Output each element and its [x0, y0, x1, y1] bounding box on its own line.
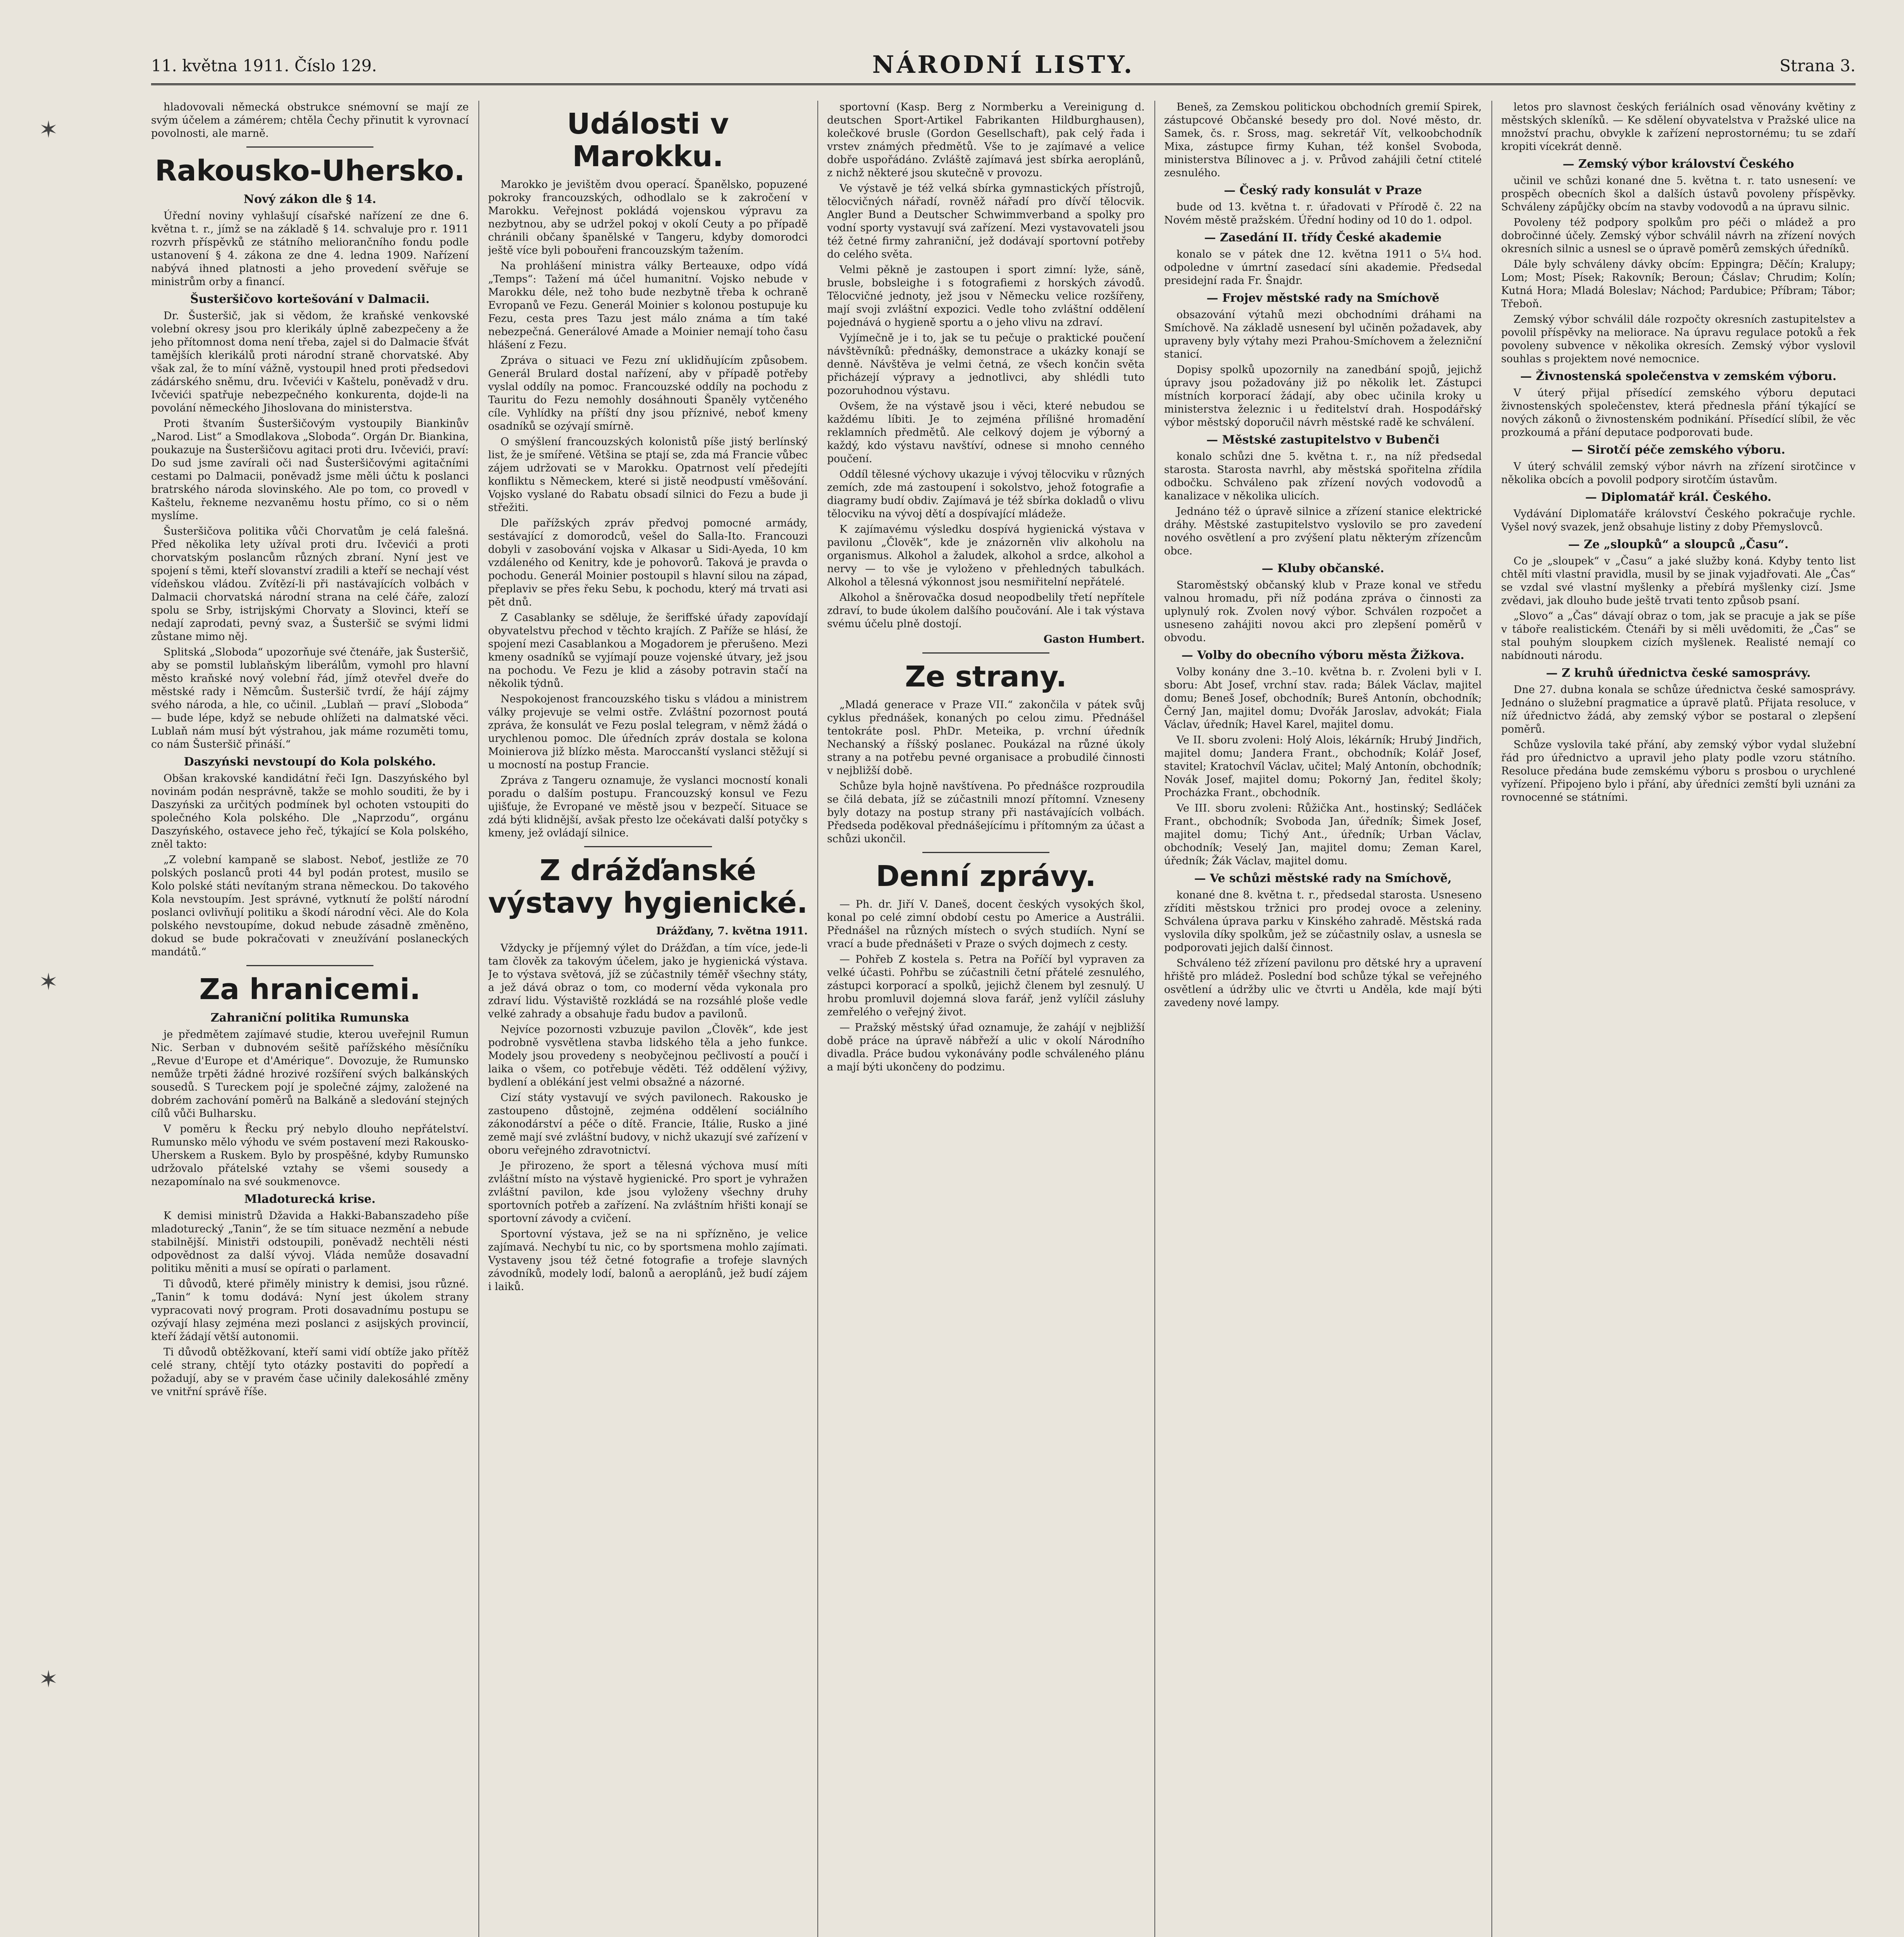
section-heading: Rakousko-Uhersko. — [155, 154, 465, 188]
paragraph: — Pohřeb Z kostela s. Petra na Poříčí byl vypraven za velké účasti. Pohřbu se zúčastnili četní přátelé zesnulého, zástupci korporací a spolků, jejichž členem byl zesnulý. U hrobu promluvil dojemná slova farář, jenž vylíčil zásluhy zemřelého o veřejný život. — [827, 953, 1145, 1018]
paragraph: „Z volební kampaně se slabost. Neboť, jestliže ze 70 polských poslanců proti 44 byl podán protest, musilo se Kolo polské státi nevítaným strana německou. Do takového Kola nevstoupím. Jest správné, vytknutí že polští národní poslanci ovlivňují politiku a škodí národní věci. Ale do Kola polského nevstoupíme, dokud nebude zásadně změněno, dokud se bude pokračovati v zneužívání poslaneckých mandátů.“ — [151, 854, 469, 958]
article-title: Daszyński nevstoupí do Kola polského. — [184, 755, 436, 769]
column-3 — [827, 101, 1145, 1937]
paragraph: Staroměstský občanský klub v Praze konal ve středu valnou hromadu, při níž podána zpráva o činnosti za uplynulý rok. Zvolen nový výbor. Schválen rozpočet a usneseno zahájiti novou akci pro zlepšení poměrů v obvodu. — [1164, 579, 1482, 644]
article-title: — Zemský výbor království Českého — [1562, 157, 1794, 171]
article-title: — Zasedání II. třídy České akademie — [1204, 231, 1442, 244]
paragraph: Vždycky je příjemný výlet do Drážďan, a tím více, jede-li tam člověk za takovým účelem, jako je hygienická výstava. Je to výstava světová, jíž se zúčastnily téměř všechny státy, a jež dává obraz o tom, co moderní věda vykonala pro zdraví lidu. Výstaviště rozkládá se na rozsáhlé ploše vedle velké zahrady a obsahuje řadu budov a pavilonů. — [488, 942, 808, 1020]
paragraph: Dne 27. dubna konala se schůze úřednictva české samosprávy. Jednáno o služební pragmatice a úpravě platů. Přijata resoluce, v níž úřednictvo žádá, aby zemský výbor se postaral o zlepšení poměrů. — [1501, 684, 1856, 735]
separator — [246, 146, 373, 148]
paragraph: Zpráva z Tangeru oznamuje, že vyslanci mocností konali poradu o dalším postupu. Francouzský konsul ve Fezu ujišťuje, že Evropané ve městě jsou v bezpečí. Situace se zdá býti klidnější, avšak přesto lze očekávati další potyčky s kmeny, jež ovládají silnice. — [488, 774, 808, 839]
paragraph: Velmi pěkně je zastoupen i sport zimní: lyže, sáně, brusle, bobsleighe i s fotografiemi z horských závodů. Tělocvičné jednoty, jež jsou v Německu velice rozšířeny, mají svoji zvláštní expozici. Vedle toho zvláštní oddělení pojednává o hygieně sportu a o jeho vlivu na zdraví. — [827, 264, 1145, 329]
article-title: — Ve schůzi městské rady na Smíchově, — [1194, 872, 1452, 885]
article-title: — Diplomatář král. Českého. — [1585, 490, 1772, 504]
paragraph: konalo schůzi dne 5. května t. r., na níž předsedal starosta. Starosta navrhl, aby městská spořitelna zřídila odbočku. Schváleno pak zřízení nových vodovodů a kanalizace v několika ulicích. — [1164, 451, 1482, 502]
paragraph: Sportovní výstava, jež se na ni spřízněno, je velice zajímavá. Nechybí tu nic, co by sportsmena mohlo zajímati. Vystaveny jsou též četné fotografie a trofeje slavných závodníků, modely lodí, balonů a aeroplánů, jež budí zájem i laiků. — [488, 1228, 808, 1293]
paragraph: K zajímavému výsledku dospívá hygienická výstava v pavilonu „Člověk“, kde je znázorněn vliv alkoholu na organismus. Alkohol a žaludek, alkohol a srdce, alkohol a nervy — to vše je vyloženo v přehledných tabulkách. Alkohol a tělesná výkonnost jsou nesmiřitelní nepřátelé. — [827, 523, 1145, 588]
section-heading: Denní zprávy. — [875, 860, 1096, 893]
paragraph: Ti důvodů obtěžkovaní, kteří sami vidí obtíže jako přítěž celé strany, chtějí tyto otázky postaviti do popředí a požadují, aby se v pravém čase učinily dalekosáhlé změny ve vnitřní správě říše. — [151, 1346, 469, 1398]
paragraph: sportovní (Kasp. Berg z Normberku a Vereinigung d. deutschen Sport-Artikel Fabrikanten Hildburghausen), kolečkové brusle (Gordon Gesellschaft), pak celý řada i vrstev známých předmětů. Vše to je zajímavé a velice dobře uspořádáno. Zvláště zajímavá jest sbírka aeroplánů, z nichž některé jsou skutečně v provozu. — [827, 101, 1145, 179]
article-title: — Frojev městské rady na Smíchově — [1206, 291, 1440, 305]
column-2 — [488, 101, 808, 1937]
paragraph: obsazování výtahů mezi obchodními dráhami na Smíchově. Na základě usnesení byl učiněn požadavek, aby upraveny byly výtahy mezi Prahou-Smíchovem a železniční stanicí. — [1164, 309, 1482, 360]
paragraph: Zemský výbor schválil dále rozpočty okresních zastupitelstev a povolil příspěvky na meliorace. Na úpravu regulace potoků a řek povoleny subvence v několika okresích. Zemský výbor vyslovil souhlas s projektem nové nemocnice. — [1501, 313, 1856, 365]
article-title: — Volby do obecního výboru města Žižkova. — [1181, 649, 1465, 662]
separator — [922, 852, 1049, 853]
paragraph: Dle pařížských zpráv předvoj pomocné armády, sestávající z domorodců, vešel do Salla-Ito. Francouzi dobyli v zasobování vojska v Alkasar u Sidi-Ayeda, 10 km vzdáleného od Kenitry, kde je pohovorů. Taková je pravda o pochodu. Generál Moinier postoupil s hlavní silou na západ, přeplaviv se přes řeku Sebu, k pochodu, který má trvati asi pět dnů. — [488, 517, 808, 608]
column-5 — [1501, 101, 1856, 1937]
section-heading: Z drážďanské výstavy hygienické. — [488, 854, 808, 920]
separator — [246, 965, 373, 966]
paragraph: Beneš, za Zemskou politickou obchodních gremií Spirek, zástupcové Občanské besedy pro dol. Nové město, dr. Samek, čs. r. Sross, mag. sekretář Vít, velkoobchodník Mixa, zástupce firmy Kuhan, též konšel Svoboda, ministerstva Bílinovec a j. v. Průvod zahájili četní ctitelé zesnulého. — [1164, 101, 1482, 179]
paragraph: Z Casablanky se sděluje, že šeriffské úřady zapovídají obyvatelstvu přechod v těchto krajích. Z Paříže se hlásí, že spojení mezi Casablankou a Mogadorem je přerušeno. Mezi kmeny osadníků se vyjímají pouze vojenské útvary, jež jsou na pochodu. Ve Fezu je klid a zásoby potravin stačí na několik týdnů. — [488, 612, 808, 690]
paragraph: bude od 13. května t. r. úřadovati v Přírodě č. 22 na Novém městě pražském. Úřední hodiny od 10 do 1. odpol. — [1164, 201, 1482, 226]
paragraph: Alkohol a šněrovačka dosud neopodbelily třetí nepřítele zdraví, to bude úkolem dalšího poučování. Ale i tak výstava svému účelu plně dostojí. — [827, 592, 1145, 630]
masthead: NÁRODNÍ LISTY. — [872, 50, 1135, 79]
paragraph: V úterý schválil zemský výbor návrh na zřízení sirotčince v několika obcích a povolil podpory sirotčím ústavům. — [1501, 461, 1856, 486]
paragraph: konané dne 8. května t. r., předsedal starosta. Usneseno zříditi městskou tržnici pro prodej ovoce a zeleniny. Schválena úprava parku v Kinského zahradě. Městská rada vyslovila díky spolkům, jež se zúčastnily oslav, a usnesla se podporovati jejich další činnost. — [1164, 889, 1482, 954]
paragraph: Schůze byla hojně navštívena. Po přednášce rozproudila se čilá debata, jíž se zúčastnili mnozí přítomní. Vzneseny byly dotazy na postup strany při nastávajících volbách. Předseda poděkoval přednášejícímu i přítomným za účast a schůzi ukončil. — [827, 780, 1145, 845]
paragraph: konalo se v pátek dne 12. května 1911 o 5¼ hod. odpoledne v úmrtní zasedací síni akademie. Předsedal presidejní rada Fr. Šnajdr. — [1164, 248, 1482, 287]
paragraph: Jednáno též o úpravě silnice a zřízení stanice elektrické dráhy. Městské zastupitelstvo vyslovilo se pro zavedení nového osvětlení a pro zvýšení platu některým zřízencům obce. — [1164, 506, 1482, 557]
article-title: — Český rady konsulát v Praze — [1224, 184, 1422, 197]
paragraph: Oddíl tělesné výchovy ukazuje i vývoj tělocviku v různých zemích, zde má zastoupení i sokolstvo, jehož fotografie a diagramy budí obdiv. Zajímavá je též sbírka dokladů o vlivu tělocviku na vývoj dětí a dospívající mládeže. — [827, 468, 1145, 520]
paragraph: Je přirozeno, že sport a tělesná výchova musí míti zvláštní místo na výstavě hygienické. Pro sport je vyhražen zvláštní pavilon, kde jsou vyloženy všechny druhy sportovních potřeb a zařízení. Na zvláštním hřišti konají se sportovní závody a cvičení. — [488, 1160, 808, 1225]
article-title: — Z kruhů úřednictva české samosprávy. — [1546, 666, 1811, 680]
column-rule — [1491, 101, 1492, 1937]
paragraph: Ve výstavě je též velká sbírka gymnastických přístrojů, tělocvičných nářadí, rovněž nářadí pro dívčí tělocvik. Angler Bund a Deutscher Schwimmverband a spolky pro vodní sporty vystavují svá zařízení. Mezi vystavovateli jsou též četné firmy zahraniční, jež dodávají sportovní potřeby do celého světa. — [827, 182, 1145, 260]
paragraph: Ve II. sboru zvoleni: Holý Alois, lékárník; Hrubý Jindřich, majitel domu; Jandera Frant., obchodník; Kolář Josef, stavitel; Kratochvíl Václav, učitel; Malý Antonín, obchodník; Novák Josef, majitel domu; Pokorný Jan, ředitel školy; Procházka Frant., obchodník. — [1164, 734, 1482, 799]
column-rule — [817, 101, 818, 1937]
article-title: Zahraniční politika Rumunska — [210, 1011, 409, 1025]
paragraph: Ovšem, že na výstavě jsou i věci, které nebudou se každému líbiti. Je to zejména přílišné hromadění reklamních předmětů. Ale celkový dojem je výborný a každý, kdo výstavu navštíví, odnese si mnoho cenného poučení. — [827, 400, 1145, 465]
paragraph: „Slovo“ a „Čas“ dávají obraz o tom, jak se pracuje a jak se píše v táboře realistickém. Čtenáři by si měli uvědomiti, že „Čas“ se stal pouhým sloupkem cizích myšlenek. Realisté nemají co nabídnouti národu. — [1501, 610, 1856, 662]
separator — [584, 846, 712, 847]
margin-mark: ✶ — [39, 968, 58, 996]
paragraph: Dr. Šusteršič, jak si vědom, že kraňské venkovské volební okresy jsou pro klerikály úplně zabezpečeny a že jeho přítomnost doma není třeba, zajel si do Dalmacie šťvát tamějších klerikálů proti národní straně chorvatské. Aby však zal, že to míní vážně, vystoupil hned proti předsedovi zádárského sněmu, dru. Ivčevići v Kaštelu, poněvadž v dru. Ivčevići spatřuje nebezpečného konkurenta, dojde-li na povolání německého Jihoslovana do ministerstva. — [151, 310, 469, 414]
paragraph: Na prohlášení ministra války Berteauxe, odpo vídá „Temps“: Tažení má účel humanitní. Vojsko nebude v Marokku déle, než toho bude nezbytně třeba k ochraně Evropanů ve Fezu. Generál Moinier s kolonou postupuje ku Fezu, cesta pres Tazu jest málo známa a tím také nebezpečná. Generálové Amade a Moinier nemají toho času hlášení z Fezu. — [488, 260, 808, 351]
paragraph: Dále byly schváleny dávky obcím: Eppingra; Děčín; Kralupy; Lom; Most; Písek; Rakovník; Beroun; Čáslav; Chrudim; Kolín; Kutná Hora; Mladá Boleslav; Náchod; Pardubice; Příbram; Tábor; Třeboň. — [1501, 258, 1856, 310]
column-rule — [1154, 101, 1155, 1937]
paragraph: Proti štvaním Šusteršičovým vystoupily Biankinův „Narod. List“ a Smodlakova „Sloboda“. Orgán Dr. Biankina, poukazuje na Šusteršičovu agitaci proti dru. Ivčevići, praví: Do sud jsme zavírali oči nad Šusteršičovými agitačními cestami po Dalmacii, poněvadž jsme měli účtu k poslanci bratrského národa slovinského. Ale po tom, co provedl v Kaštelu, řekneme nezvaněmu hostu přímo, co si o něm myslíme. — [151, 418, 469, 522]
paragraph: Schůze vyslovila také přání, aby zemský výbor vydal služební řád pro úřednictvo a upravil jeho platy podle vzoru státního. Resoluce předána bude zemskému výboru s prosbou o urychlené vyřízení. Připojeno bylo i přání, aby úředníci zemští byli uznáni za rovnocenné se státními. — [1501, 739, 1856, 803]
paragraph: hladovovali německá obstrukce snémovní se mají ze svým účelem a zámérem; chtěla Čechy přinutit k vyrovnací povolnosti, ale marně. — [151, 101, 469, 139]
paragraph: Dopisy spolků upozornily na zanedbání spojů, jejichž úpravy jsou požadovány již po několik let. Zástupci místních korporací žádají, aby obec učinila kroky u ministerstva železnic i u ředitelství drah. Hospodářský výbor městský doporučil návrh městské radě ke schválení. — [1164, 364, 1482, 428]
dateline: Drážďany, 7. května 1911. — [656, 925, 808, 937]
margin-mark: ✶ — [39, 116, 58, 143]
paragraph: Povoleny též podpory spolkům pro péči o mládež a pro dobročinné účely. Zemský výbor schválil návrh na zřízení nových okresních silnic a usnesl se o úpravě poměrů zemských úředníků. — [1501, 217, 1856, 255]
paragraph: učinil ve schůzi konané dne 5. května t. r. tato usnesení: ve prospěch obecních škol a dalších ústavů povoleny příspěvky. Schváleny zápůjčky obcím na stavby vodovodů a na úpravu silnic. — [1501, 175, 1856, 213]
paragraph: Volby konány dne 3.–10. května b. r. Zvoleni byli v I. sboru: Abt Josef, vrchní stav. rada; Bálek Václav, majitel domu; Beneš Josef, obchodník; Bureš Antonín, obchodník; Černý Jan, majitel domu; Dvořák Jaroslav, advokát; Fiala Václav, úředník; Havel Karel, majitel domu. — [1164, 666, 1482, 731]
article-title: — Městské zastupitelstvo v Bubenči — [1206, 433, 1440, 447]
paragraph: je předmětem zajímavé studie, kterou uveřejnil Rumun Nic. Serban v dubnovém sešitě pařížského měsíčníku „Revue d'Europe et d'Amérique“. Dovozuje, že Rumunsko nemůže trpěti žádné hrozivé rozšíření svých balkánských sousedů. S Tureckem pojí je společné zájmy, založené na dobrém zachování poměrů na Balkáně a sledování stejných cílů vůči Bulharsku. — [151, 1029, 469, 1120]
article-title: — Ze „sloupků“ a sloupců „Času“. — [1568, 538, 1789, 551]
section-heading: Ze strany. — [905, 660, 1067, 693]
author-signature: Gaston Humbert. — [1043, 633, 1145, 645]
paragraph: Cizí státy vystavují ve svých pavilonech. Rakousko je zastoupeno důstojně, zejména oddělení sociálního zákonodárství a péče o dítě. Francie, Itálie, Rusko a jiné země mají své zvláštní budovy, v nichž ukazují své zařízení v oboru veřejného zdravotnictví. — [488, 1092, 808, 1156]
paragraph: — Ph. dr. Jiří V. Daneš, docent českých vysokých škol, konal po celé zimní období cestu po Americe a Austrálii. Přednášel na různých místech o svých studiích. Nyní se vrací a bude přednášeti v Praze o svých dojmech z cesty. — [827, 898, 1145, 950]
paragraph: Co je „sloupek“ v „Času“ a jaké služby koná. Kdyby tento list chtěl míti vlastní pravidla, musil by se jinak vyjadřovati. Ale „Čas“ se vzdal své vlastní myšlenky a přebírá myšlenky cizí. Jsme zvědavi, jak dlouho bude ještě trvati tento způsob psaní. — [1501, 555, 1856, 607]
section-heading: Za hranicemi. — [199, 973, 421, 1006]
paragraph: Zpráva o situaci ve Fezu zní uklidňujícím způsobem. Generál Brulard dostal nařízení, aby v případě potřeby vyslal oddíly na pomoc. Francouzské oddíly na pochodu z Tauritu do Fezu nemohly dosáhnouti Španěly vytčeného cíle. Vyhlídky na příští dny jsou příznivé, neboť kmeny osadníků se ozývají smírně. — [488, 354, 808, 432]
paragraph: Úřední noviny vyhlašují císařské nařízení ze dne 6. května t. r., jímž se na základě § 14. schvaluje pro r. 1911 rozvrh příspěvků ze státního meliorančního fondu podle ustanovení § 4. zákona ze dne 4. ledna 1909. Nařízení nabývá ihned platnosti a jeho provedení svěřuje se ministrům orby a financí. — [151, 210, 469, 288]
issue-date: 11. května 1911. Číslo 129. — [151, 56, 377, 75]
column-1 — [151, 101, 469, 1937]
paragraph: Obšan krakovské kandidátní řeči Ign. Daszyńského byl novinám podán nesprávně, takže se mohlo souditi, že by i Daszyński za určitých podmínek byl ochoten vstoupiti do společného Kola polského. Dle „Naprzodu“, orgánu Daszyńského, ostavece jeho řeč, týkající se Kola polského, zněl takto: — [151, 772, 469, 850]
section-heading: Události v Marokku. — [567, 107, 729, 173]
paragraph: Ti důvodů, které přiměly ministry k demisi, jsou různé. „Tanin“ k tomu dodává: Nyní jest úkolem strany vypracovati nový program. Proti dosavadnímu postupu se ozývají hlasy zejména mezi poslanci z asijských provincií, kteří žádají větší autonomii. — [151, 1278, 469, 1343]
paragraph: Ve III. sboru zvoleni: Růžička Ant., hostinský; Sedláček Frant., obchodník; Svoboda Jan, úředník; Šimek Josef, majitel domu; Tichý Ant., úředník; Urban Václav, obchodník; Veselý Jan, majitel domu; Zeman Karel, úředník; Žák Václav, majitel domu. — [1164, 802, 1482, 867]
page-number: Strana 3. — [1779, 56, 1856, 75]
paragraph: Vyjímečně je i to, jak se tu pečuje o praktické poučení návštěvníků: přednášky, demonstrace a ukázky konají se denně. Návštěva je velmi četná, ze všech končin světa přicházejí výpravy a jednotlivci, aby shlédli tuto pozoruhodnou výstavu. — [827, 332, 1145, 397]
paragraph: „Mladá generace v Praze VII.“ zakončila v pátek svůj cyklus přednášek, konaných po celou zimu. Přednášel tentokráte posl. PhDr. Meteika, p. vrchní úředník Nechanský a říšský poslanec. Poukázal na různé úkoly strany a na potřebu pevné organisace a probudilé činnosti v nejbližší době. — [827, 699, 1145, 777]
paragraph: Nespokojenost francouzského tisku s vládou a ministrem války projevuje se velmi ostře. Zvláštní pozornost poutá zpráva, že konsulát ve Fezu poslal telegram, v němž žádá o urychlenou pomoc. Dle úředních zpráv dostala se kolona Moinierova již blízko města. Maroccanští vyslanci stěžují si u mocností na postup Francie. — [488, 693, 808, 771]
column-4 — [1164, 101, 1482, 1937]
paragraph: Schváleno též zřízení pavilonu pro dětské hry a upravení hřiště pro mládež. Poslední bod schůze týkal se veřejného osvětlení a údržby ulic ve čtvrti u Anděla, kde mají býti zavedeny nové lampy. — [1164, 957, 1482, 1009]
paragraph: O smýšlení francouzských kolonistů píše jistý berlínský list, že je smířené. Většina se ptají se, zda má Francie vůbec zájem udržovati se v Marokku. Opatrnost velí předejíti konfliktu s Německem, které si jistě neodpustí vměšování. Vojsko vyslané do Rabatu obsadí silnici do Fezu a bude ji střežiti. — [488, 436, 808, 514]
page-header — [151, 46, 1856, 85]
paragraph: V poměru k Řecku prý nebylo dlouho nepřátelství. Rumunsko mělo výhodu ve svém postavení mezi Rakousko-Uherskem a Ruskem. Bylo by prospěšné, kdyby Rumunsko udržovalo přátelské vztahy se všemi sousedy a nezapomínalo na své soukmenovce. — [151, 1123, 469, 1188]
margin-mark: ✶ — [39, 1666, 58, 1693]
paragraph: K demisi ministrů Džavida a Hakki-Babanszadeho píše mladoturecký „Tanin“, že se tím situace nezmění a nebude stabilnější. Ministři odstoupili, poněvadž nechtěli nésti odpovědnost za další vývoj. Vláda nemůže dosavadní politiku měniti a musí se opírati o parlament. — [151, 1210, 469, 1275]
article-title: — Kluby občanské. — [1261, 562, 1385, 575]
paragraph: Marokko je jevištěm dvou operací. Španělsko, popuzené pokroky francouzských, odhodlalo se k zakročení v Marokku. Veřejnost pokládá vojenskou výpravu za nezbytnou, aby se udržel pokoj v okolí Ceuty a po případě chránili občany španělské v Tangeru, kdyby domorodci ještě více byli pobouřeni francouzským tažením. — [488, 179, 808, 256]
paragraph: Nejvíce pozornosti vzbuzuje pavilon „Člověk“, kde jest podrobně vysvětlena stavba lidského těla a jeho funkce. Modely jsou provedeny s neobyčejnou pečlivostí a poučí i laika o všem, co potřebuje věděti. Též oddělení výživy, bydlení a oblékání jest velmi obsažné a názorné. — [488, 1024, 808, 1088]
paragraph: — Pražský městský úřad oznamuje, že zahájí v nejbližší době práce na úpravě nábřeží a ulic v okolí Národního divadla. Práce budou vykonávány podle schváleného plánu a mají býti ukončeny do podzimu. — [827, 1022, 1145, 1073]
article-title: Šusteršičovo kortešování v Dalmacii. — [190, 292, 430, 306]
article-title: — Živnostenská společenstva v zemském výboru. — [1520, 370, 1837, 383]
separator — [922, 652, 1049, 654]
paragraph: Splitská „Sloboda“ upozorňuje své čtenáře, jak Šusteršič, aby se pomstil lublaňským liberálům, vymohl pro hlavní město kraňské nový volební řád, jímž otevřel dveře do městské rady i Němcům. Šusteršič tvrdí, že hájí zájmy svého národa, a hle, co učinil. „Lublaň — praví „Sloboda“ — bude lépe, když se nebude ohlížeti na dalmatské věci. Lublaň nám musí být výstrahou, jak máme rozuměti tomu, co nám Šusteršič přináší.“ — [151, 646, 469, 750]
paragraph: V úterý přijal přísedící zemského výboru deputaci živnostenských společenstev, která přednesla přání týkající se nových zákonů o živnostenském podnikání. Přísedící slíbil, že věc prozkoumá a přání deputace podporovati bude. — [1501, 387, 1856, 439]
article-title: Mladoturecká krise. — [244, 1192, 376, 1206]
article-title: — Sirotčí péče zemského výboru. — [1571, 443, 1785, 457]
paragraph: Šusteršičova politika vůči Chorvatům je celá falešná. Před několika lety užíval proti dru. Ivčevići a proti chorvatským poslancům různých zbraní. Nyní jest ve spojení s těmi, kteří slovanství zradili a kteří se nechají vést vídeňskou vládou. Zvítězí-li při nastávajících volbách v Dalmacii chorvatská národní strana na celé čáře, zalozí spolu se Srby, istrijskými Chorvaty a Slovinci, kteří se nedají zaprodati, pevný svaz, a Šusteršič se svými lidmi zůstane mimo něj. — [151, 525, 469, 643]
paragraph: letos pro slavnost českých feriálních osad věnovány květiny z městských skleníků. — Ke sdělení obyvatelstva v Pražské ulice na množství prachu, obvykle k zařízení neprostornému; tu se zdaří kropiti vícekrát denně. — [1501, 101, 1856, 153]
column-rule — [478, 101, 479, 1937]
paragraph: Vydávání Diplomatáře království Českého pokračuje rychle. Vyšel nový svazek, jenž obsahuje listiny z doby Přemyslovců. — [1501, 508, 1856, 533]
article-title: Nový zákon dle § 14. — [243, 193, 377, 206]
